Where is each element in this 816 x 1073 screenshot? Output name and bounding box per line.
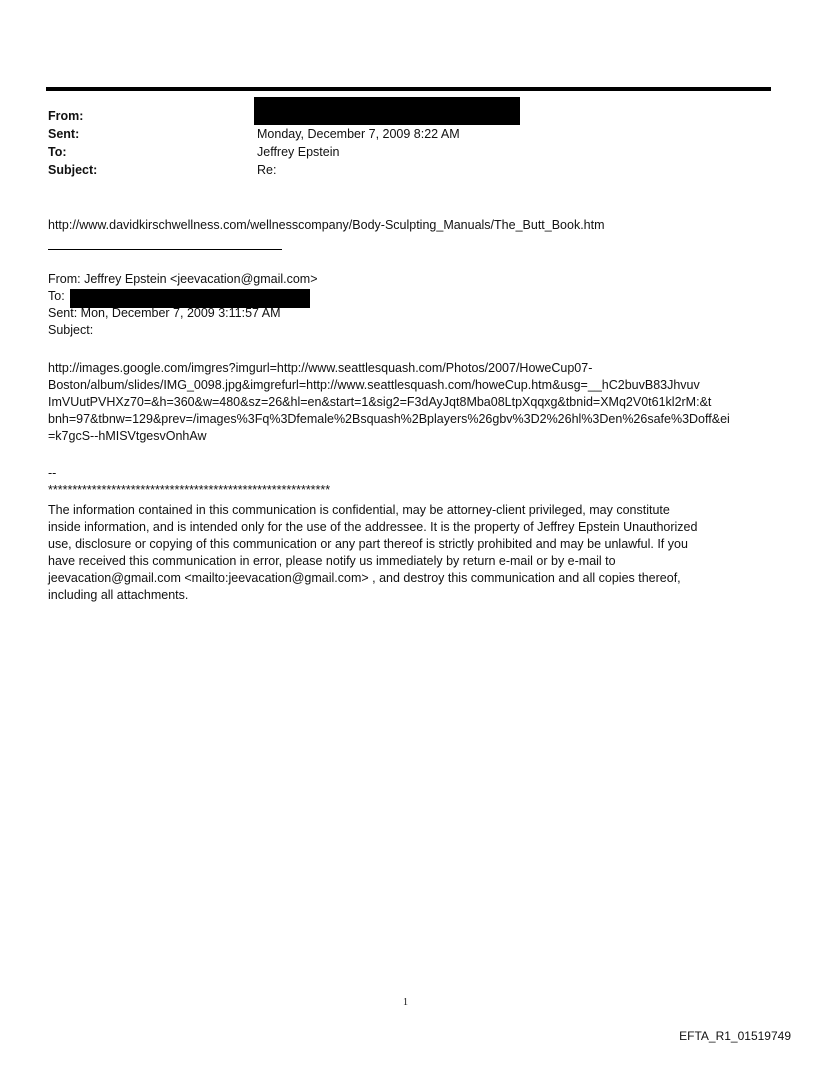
signature-dash: -- bbox=[48, 466, 57, 480]
disclaimer-line: have received this communication in error, please notify us immediately by return e-mail or by e-mail to bbox=[48, 554, 616, 568]
subject-label: Subject: bbox=[48, 163, 98, 177]
quoted-url-line[interactable]: ImVUutPVHXz70=&h=360&w=480&sz=26&hl=en&start=1&sig2=F3dAyJqt8Mba08LtpXqqxg&tbnid=XMq2V0t61kl2rM:&t bbox=[48, 395, 712, 409]
quoted-url-line[interactable]: http://images.google.com/imgres?imgurl=http://www.seattlesquash.com/Photos/2007/HoweCup07- bbox=[48, 361, 593, 375]
disclaimer-line: inside information, and is intended only for the use of the addressee. It is the property of Jeffrey Epstein Unauthorized bbox=[48, 520, 698, 534]
header-rule bbox=[46, 87, 771, 91]
disclaimer-line: including all attachments. bbox=[48, 588, 189, 602]
signature-stars: ********************************************************** bbox=[48, 483, 331, 497]
from-redaction bbox=[254, 97, 520, 125]
sent-label: Sent: bbox=[48, 127, 80, 141]
page-number: 1 bbox=[403, 997, 408, 1008]
quoted-sent-line: Sent: Mon, December 7, 2009 3:11:57 AM bbox=[48, 306, 281, 320]
quoted-from-line: From: Jeffrey Epstein <jeevacation@gmail.com> bbox=[48, 272, 318, 286]
to-value: Jeffrey Epstein bbox=[257, 145, 340, 159]
sent-value: Monday, December 7, 2009 8:22 AM bbox=[257, 127, 460, 141]
to-label: To: bbox=[48, 145, 67, 159]
from-label: From: bbox=[48, 109, 84, 123]
disclaimer-line: jeevacation@gmail.com <mailto:jeevacation@gmail.com> , and destroy this communication and all copies thereof, bbox=[48, 571, 681, 585]
quoted-url-line[interactable]: Boston/album/slides/IMG_0098.jpg&imgrefurl=http://www.seattlesquash.com/howeCup.htm&usg=__hC2buvB83Jhvuv bbox=[48, 378, 700, 392]
reply-separator bbox=[48, 249, 282, 250]
disclaimer-line: The information contained in this communication is confidential, may be attorney-client privileged, may constitute bbox=[48, 503, 670, 517]
quoted-url-line[interactable]: =k7gcS--hMISVtgesvOnhAw bbox=[48, 429, 207, 443]
quoted-url-line[interactable]: bnh=97&tbnw=129&prev=/images%3Fq%3Dfemale%2Bsquash%2Bplayers%26gbv%3D2%26hl%3Den%26safe%3Doff&ei bbox=[48, 412, 730, 426]
disclaimer-line: use, disclosure or copying of this communication or any part thereof is strictly prohibited and may be unlawful. If you bbox=[48, 537, 688, 551]
quoted-subject-line: Subject: bbox=[48, 323, 94, 337]
bates-number: EFTA_R1_01519749 bbox=[679, 1029, 791, 1043]
quoted-to-line: To: bbox=[48, 289, 65, 303]
reply-link[interactable]: http://www.davidkirschwellness.com/wellnesscompany/Body-Sculpting_Manuals/The_Butt_Book.htm bbox=[48, 218, 605, 232]
subject-value: Re: bbox=[257, 163, 277, 177]
